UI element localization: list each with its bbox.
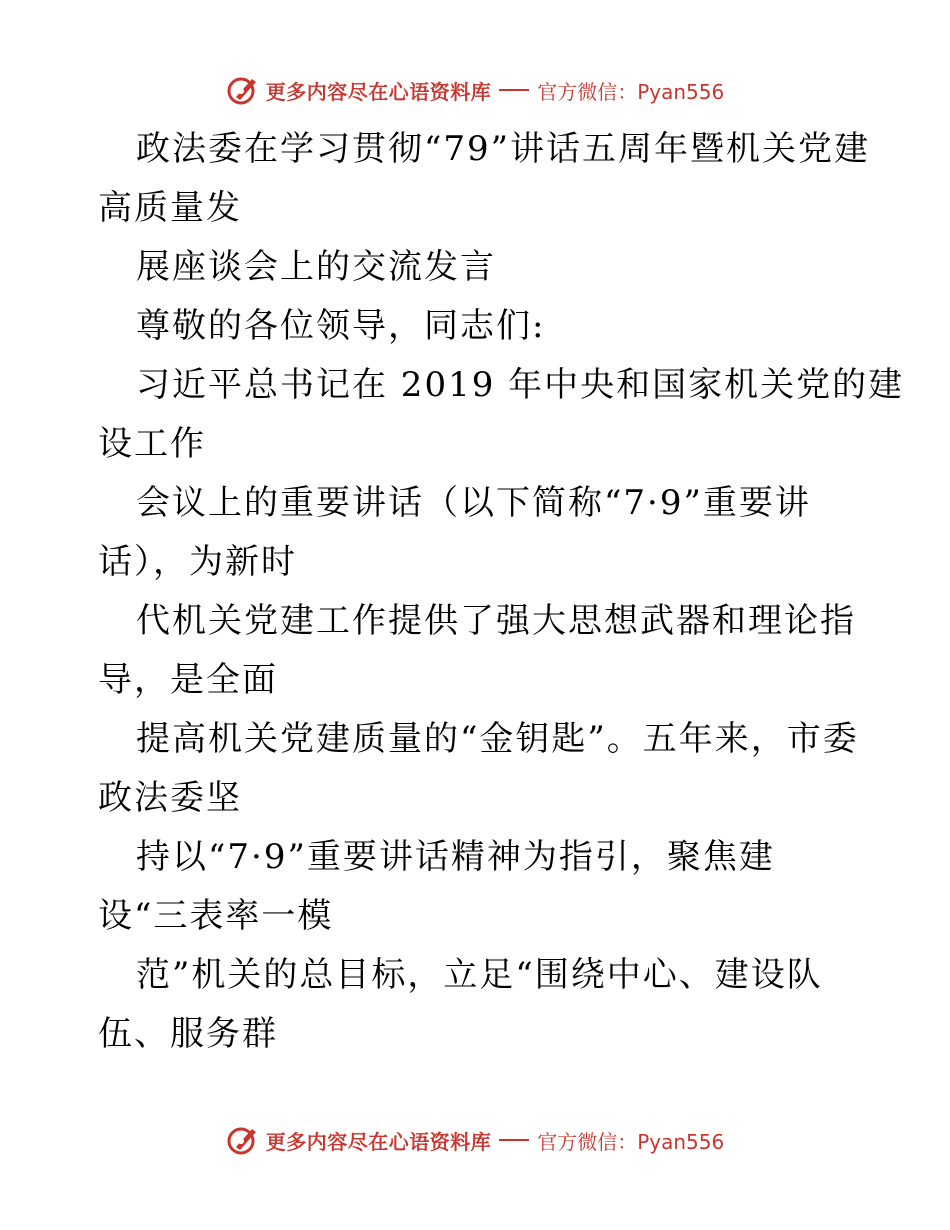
pen-nib-logo-icon <box>226 73 260 107</box>
banner-title: 更多内容尽在心语资料库 <box>265 79 492 104</box>
text-line: 代机关党建工作提供了强大思想武器和理论指 <box>136 601 856 641</box>
text-line: 高质量发 <box>98 188 242 228</box>
pen-nib-logo-icon <box>226 1123 260 1157</box>
document-body <box>98 120 905 1064</box>
text-line: 伍、服务群 <box>98 1014 278 1054</box>
text-line: 会议上的重要讲话（以下简称“7·9”重要讲 <box>136 483 811 523</box>
text-line: 话），为新时 <box>98 542 297 582</box>
banner-wechat: 官方微信：Pyan556 <box>537 79 725 104</box>
banner-dash <box>499 1139 529 1141</box>
text-line: 导，是全面 <box>98 660 278 700</box>
header-banner <box>0 70 950 110</box>
text-line: 政法委在学习贯彻“79”讲话五周年暨机关党建 <box>136 129 871 169</box>
text-line: 习近平总书记在 2019 年中央和国家机关党的建 <box>136 365 905 405</box>
footer-banner <box>0 1120 950 1160</box>
banner-wechat: 官方微信：Pyan556 <box>537 1129 725 1154</box>
text-line: 尊敬的各位领导，同志们: <box>136 306 546 346</box>
text-line: 持以“7·9”重要讲话精神为指引，聚焦建 <box>136 837 775 877</box>
text-line: 提高机关党建质量的“金钥匙”。五年来，市委 <box>136 719 859 759</box>
text-line: 设工作 <box>98 424 206 464</box>
banner-title: 更多内容尽在心语资料库 <box>265 1129 492 1154</box>
banner-dash <box>499 89 529 91</box>
text-line: 政法委坚 <box>98 778 242 818</box>
text-line: 范”机关的总目标，立足“围绕中心、建设队 <box>136 955 823 995</box>
text-line: 展座谈会上的交流发言 <box>136 247 496 287</box>
text-line: 设“三表率一模 <box>98 896 334 936</box>
